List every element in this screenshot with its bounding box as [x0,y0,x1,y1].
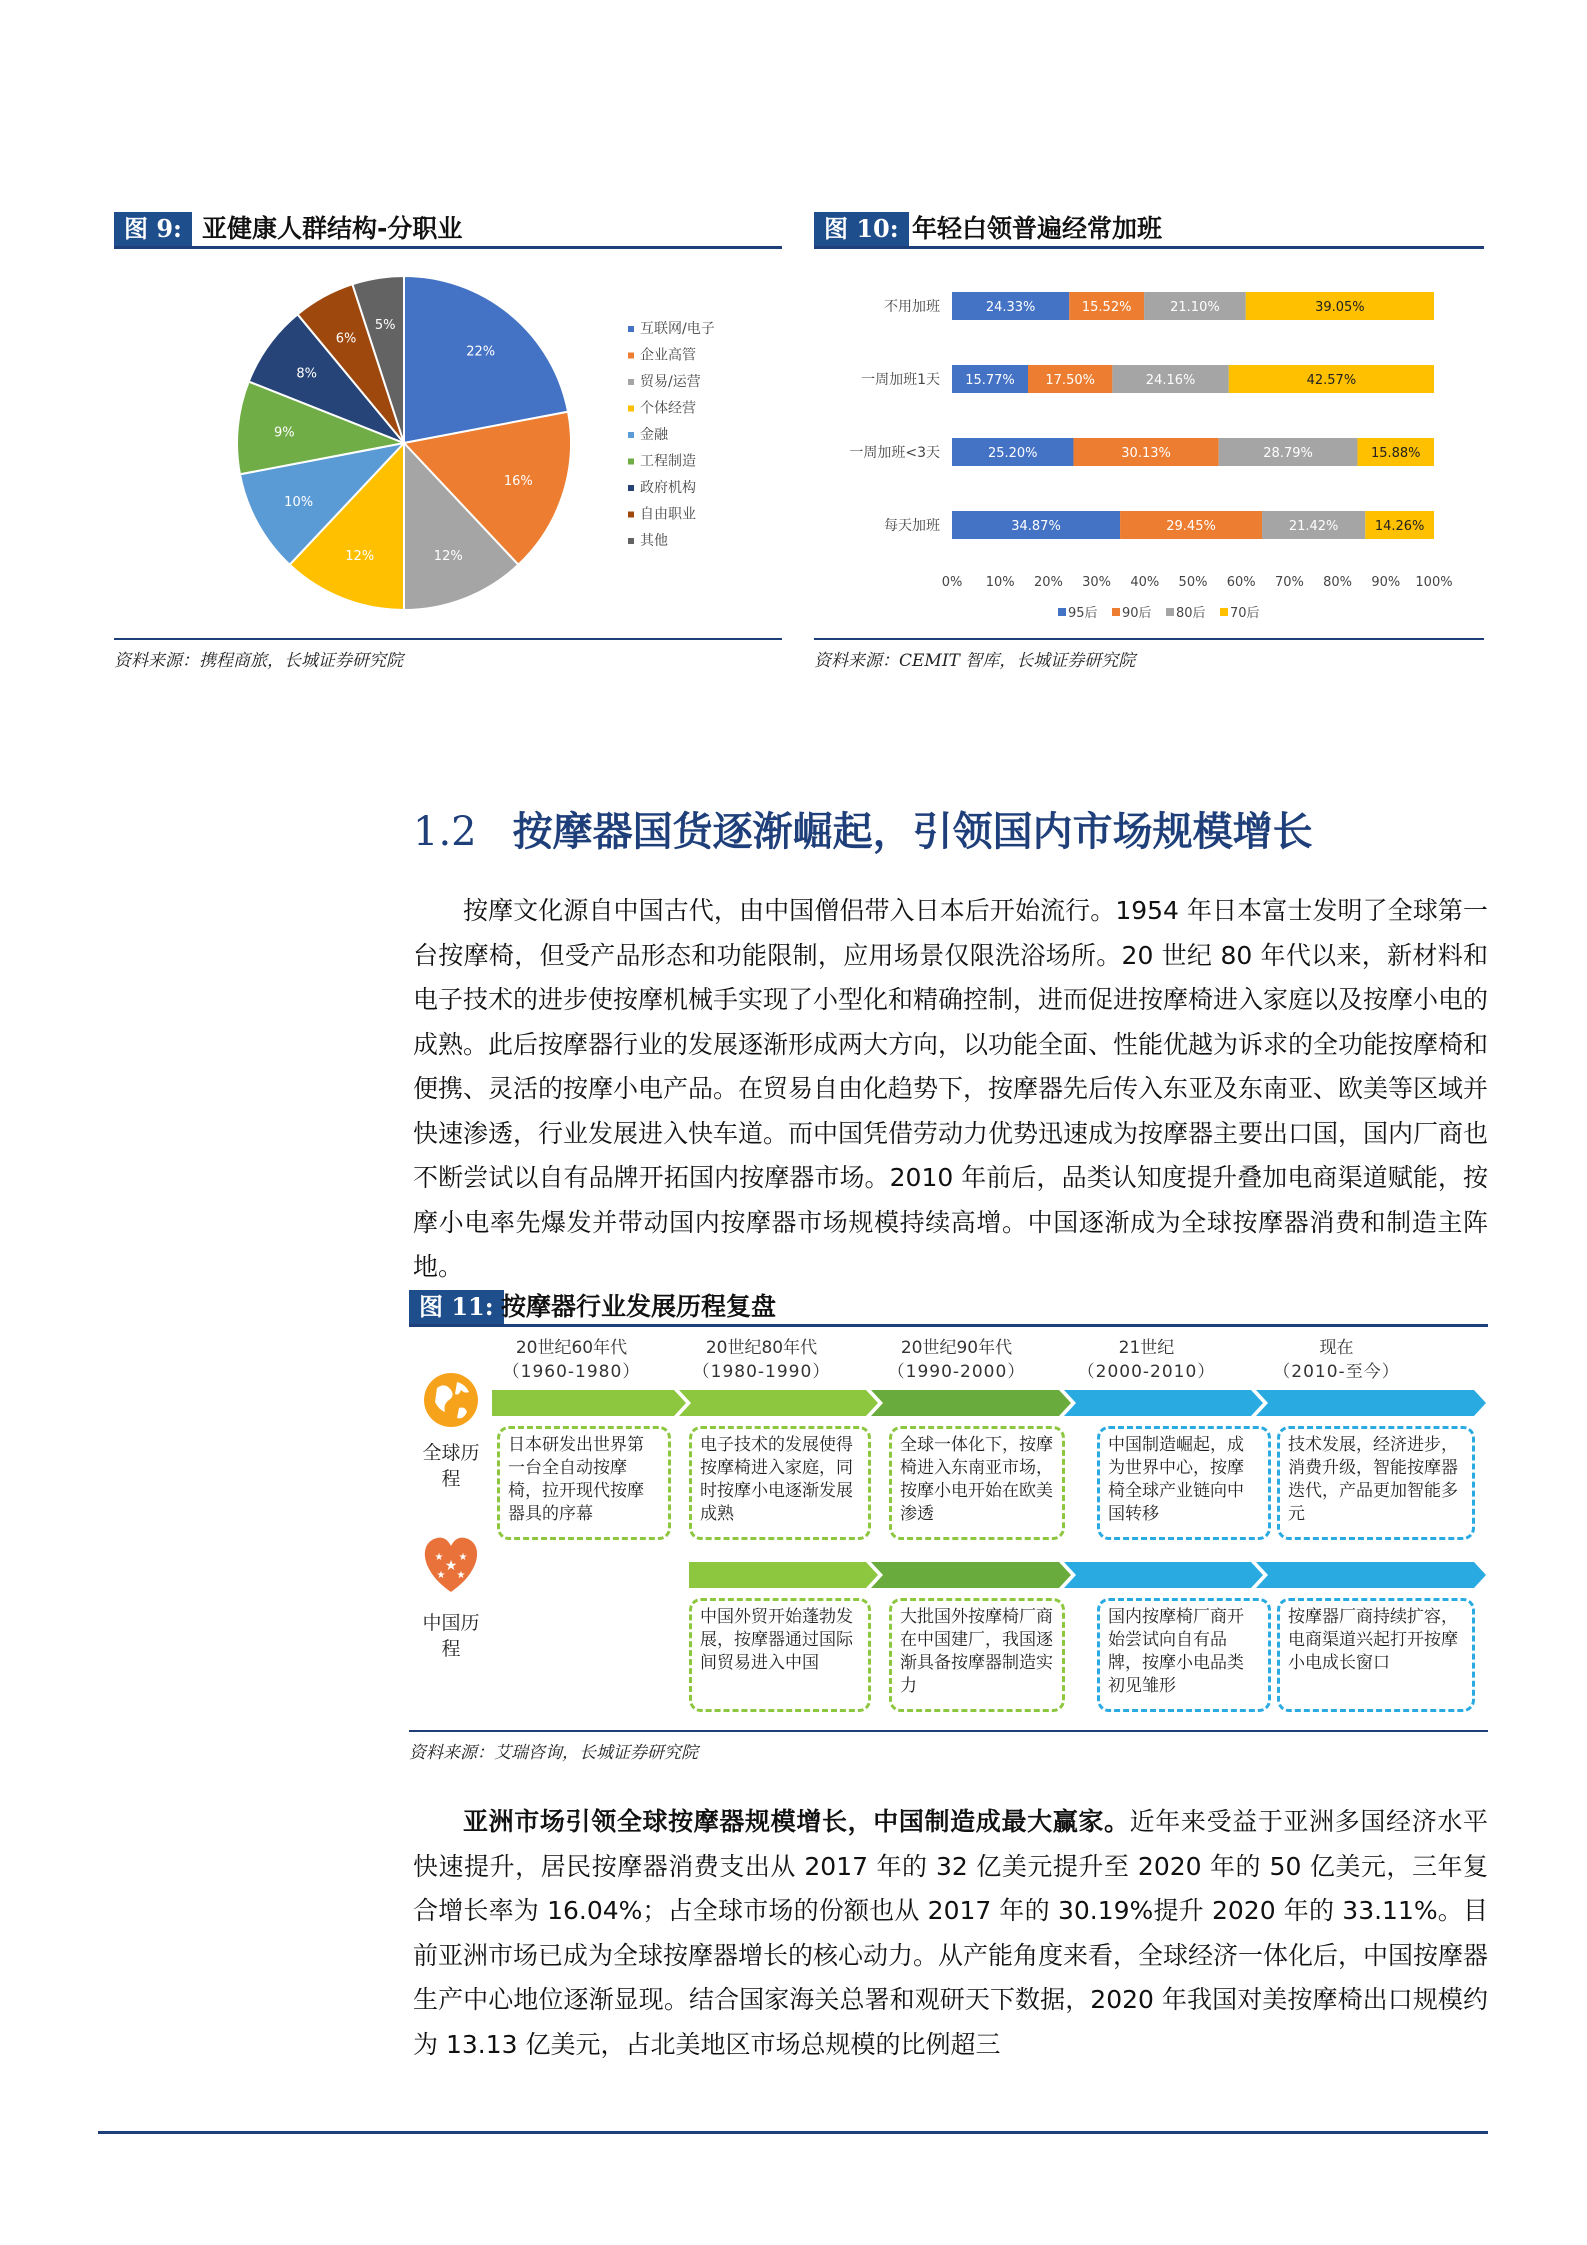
pie-slice-label: 12% [433,548,463,564]
fig11-title: 按摩器行业发展历程复盘 [501,1292,777,1321]
legend-label: 工程制造 [640,453,696,470]
bar-value-label: 25.20% [987,446,1038,461]
section-number: 1.2 [413,809,477,855]
global-stage-box: 日本研发出世界第一台全自动按摩椅，拉开现代按摩器具的序幕 [497,1426,671,1540]
legend-label: 贸易/运营 [640,374,701,390]
paragraph-1 [413,889,1488,1290]
legend-label: 企业高管 [640,347,696,364]
era-range: （1990-2000） [887,1362,1026,1382]
pie-chart [114,260,782,630]
x-tick-label: 90% [1371,575,1401,590]
bar-value-label: 15.77% [965,373,1015,388]
bar-value-label: 24.33% [985,300,1036,315]
paragraph-1-text: 按摩文化源自中国古代，由中国僧侣带入日本后开始流行。1954 年日本富士发明了全球第一台按摩椅，但受产品形态和功能限制，应用场景仅限洗浴场所。20 世纪 80 年代以来，新材料和电子技术的进步使按摩机械手实现了小型化和精确控制，进而促进按摩椅进入家庭以及按摩小电的成熟。此后按摩器行业的发展逐渐形成两大方向，以功能全面、性能优越为诉求的全功能按摩椅和便携、灵活的按摩小电产品。在贸易自由化趋势下，按摩器先后传入东亚及东南亚、欧美等区域并快速渗透，行业发展进入快车道。而中国凭借劳动力优势迅速成为按摩器主要出口国，国内厂商也不断尝试以自有品牌开拓国内按摩器市场。2010 年前后，品类认知度提升叠加电商渠道赋能，按摩小电率先爆发并带动国内按摩器市场规模持续高增。中国逐渐成为全球按摩器消费和制造主阵地。 [413,896,1489,1281]
pie-slice-label: 9% [273,425,295,441]
arrow-segment [871,1390,1071,1416]
fig10-title-bar [814,212,1484,249]
arrow-segment [1256,1390,1486,1416]
legend-label: 70后 [1230,606,1260,621]
svg-text:★: ★ [444,1558,458,1574]
era-name: 20世纪80年代 [705,1338,818,1358]
legend-label: 政府机构 [640,480,696,496]
pie-slice-label: 10% [284,494,314,510]
era-name: 20世纪60年代 [515,1338,628,1358]
fig9-source: 资料来源：携程商旅，长城证券研究院 [114,638,782,671]
legend-swatch [628,459,634,465]
china-stage-box: 国内按摩椅厂商开始尝试向自有品牌，按摩小电品类初见雏形 [1097,1598,1271,1712]
legend-label: 95后 [1068,606,1098,621]
svg-text:★: ★ [456,1570,466,1581]
legend-swatch [628,353,634,359]
bar-value-label: 39.05% [1315,300,1365,315]
china-history-label: 中国历程 [422,1612,480,1660]
legend-label: 互联网/电子 [640,321,715,337]
pie-slice-label: 12% [345,548,375,564]
arrow-segment [1064,1390,1263,1416]
x-tick-label: 70% [1274,575,1304,590]
legend-swatch [628,379,634,385]
svg-text:★: ★ [434,1552,444,1563]
fig11-title-bar [409,1290,1488,1327]
era-name: 现在 [1319,1338,1354,1358]
x-tick-label: 80% [1323,575,1353,590]
x-tick-label: 40% [1130,575,1160,590]
legend-label: 金融 [640,427,668,443]
era-range: （1980-1990） [692,1362,831,1382]
legend-swatch [1112,608,1120,616]
fig10-title: 年轻白领普遍经常加班 [912,214,1163,243]
bar-value-label: 34.87% [1011,519,1061,534]
fig11-source: 资料来源：艾瑞咨询，长城证券研究院 [409,1730,1488,1763]
pie-slice-label: 5% [374,318,396,334]
global-stage-box: 全球一体化下，按摩椅进入东南亚市场，按摩小电开始在欧美渗透 [889,1426,1065,1540]
pie-slice-label: 8% [296,366,318,382]
legend-label: 个体经营 [640,400,696,417]
svg-text:★: ★ [436,1570,446,1581]
x-tick-label: 50% [1178,575,1208,590]
fig10-source: 资料来源：CEMIT 智库，长城证券研究院 [814,638,1484,671]
heart-icon [425,1538,477,1592]
arrow-segment [1064,1562,1263,1588]
x-tick-label: 10% [985,575,1015,590]
paragraph-2 [413,1800,1488,2067]
legend-swatch [628,538,634,544]
bar-value-label: 42.57% [1306,373,1357,388]
china-stage-box: 中国外贸开始蓬勃发展，按摩器通过国际间贸易进入中国 [689,1598,871,1712]
arrow-segment [1256,1562,1486,1588]
globe-icon [424,1373,478,1427]
era-name: 20世纪90年代 [900,1338,1013,1358]
arrow-segment [679,1390,878,1416]
legend-label: 90后 [1122,606,1152,621]
fig9-title: 亚健康人群结构-分职业 [202,214,463,243]
bar-value-label: 17.50% [1045,373,1095,388]
china-stage-box: 大批国外按摩椅厂商在中国建厂，我国逐渐具备按摩器制造实力 [889,1598,1065,1712]
pie-slice-label: 16% [503,474,533,490]
bar-value-label: 15.52% [1081,300,1132,315]
pie-slice-label: 6% [335,331,357,347]
legend-swatch [1166,608,1174,616]
timeline-figure [409,1330,1488,1730]
bar-value-label: 29.45% [1166,519,1216,534]
footer-rule [98,2131,1488,2134]
section-heading [413,800,1313,857]
fig9-title-bar [114,212,782,249]
era-range: （2000-2010） [1077,1362,1216,1382]
category-label: 一周加班1天 [861,372,940,388]
x-tick-label: 20% [1033,575,1063,590]
global-stage-box: 中国制造崛起，成为世界中心，按摩椅全球产业链向中国转移 [1097,1426,1271,1540]
x-tick-label: 60% [1226,575,1256,590]
bar-value-label: 30.13% [1121,446,1171,461]
bar-value-label: 28.79% [1263,446,1313,461]
global-stage-box: 技术发展，经济进步，消费升级，智能按摩器迭代，产品更加智能多元 [1277,1426,1475,1540]
legend-swatch [628,512,634,518]
era-range: （1960-1980） [502,1362,641,1382]
china-stage-box: 按摩器厂商持续扩容，电商渠道兴起打开按摩小电成长窗口 [1277,1598,1475,1712]
legend-swatch [628,406,634,412]
fig11-label: 图 11: [409,1290,504,1324]
pie-slice-label: 22% [466,344,496,360]
paragraph-2-body: 近年来受益于亚洲多国经济水平快速提升，居民按摩器消费支出从 2017 年的 32 亿美元提升至 2020 年的 50 亿美元，三年复合增长率为 16.04%；占全球市场的份额也从 2017 年的 30.19%提升 2020 年的 33.11%。目前亚洲市场已成为全球按摩器增长的核心动力。从产能角度来看，全球经济一体化后，中国按摩器生产中心地位逐渐显现。结合国家海关总署和观研天下数据，2020 年我国对美按摩椅出口规模约为 13.13 亿美元，占北美地区市场总规模的比例超三 [413,1807,1489,2059]
legend-swatch [1220,608,1228,616]
paragraph-2-lead: 亚洲市场引领全球按摩器规模增长，中国制造成最大赢家。 [463,1807,1130,1836]
legend-swatch [628,326,634,332]
paragraph-2-text [413,1800,1488,2067]
x-tick-label: 100% [1415,575,1453,590]
arrow-segment [689,1562,878,1588]
arrow-segment [492,1390,686,1416]
legend-label: 自由职业 [640,506,696,523]
global-stage-box: 电子技术的发展使得按摩椅进入家庭，同时按摩小电逐渐发展成熟 [689,1426,871,1540]
era-name: 21世纪 [1118,1338,1175,1358]
era-range: （2010-至今） [1273,1362,1400,1382]
legend-label: 80后 [1176,606,1206,621]
fig9-label: 图 9: [114,212,192,246]
bar-value-label: 21.42% [1288,519,1339,534]
legend-swatch [628,485,634,491]
category-label: 不用加班 [884,299,940,315]
legend-swatch [1058,608,1066,616]
arrow-segment [871,1562,1071,1588]
bar-value-label: 14.26% [1374,519,1425,534]
fig10-label: 图 10: [814,212,909,246]
bar-value-label: 15.88% [1370,446,1421,461]
bar-value-label: 24.16% [1145,373,1196,388]
legend-label: 其他 [640,533,668,549]
category-label: 每天加班 [884,518,940,534]
section-title: 按摩器国货逐渐崛起，引领国内市场规模增长 [512,809,1313,855]
x-tick-label: 0% [941,575,963,590]
legend-swatch [628,432,634,438]
x-tick-label: 30% [1082,575,1112,590]
category-label: 一周加班<3天 [849,445,940,461]
svg-text:★: ★ [458,1552,468,1563]
bar-value-label: 21.10% [1170,300,1220,315]
global-history-label: 全球历程 [422,1442,480,1490]
stacked-bar-chart [814,270,1484,630]
